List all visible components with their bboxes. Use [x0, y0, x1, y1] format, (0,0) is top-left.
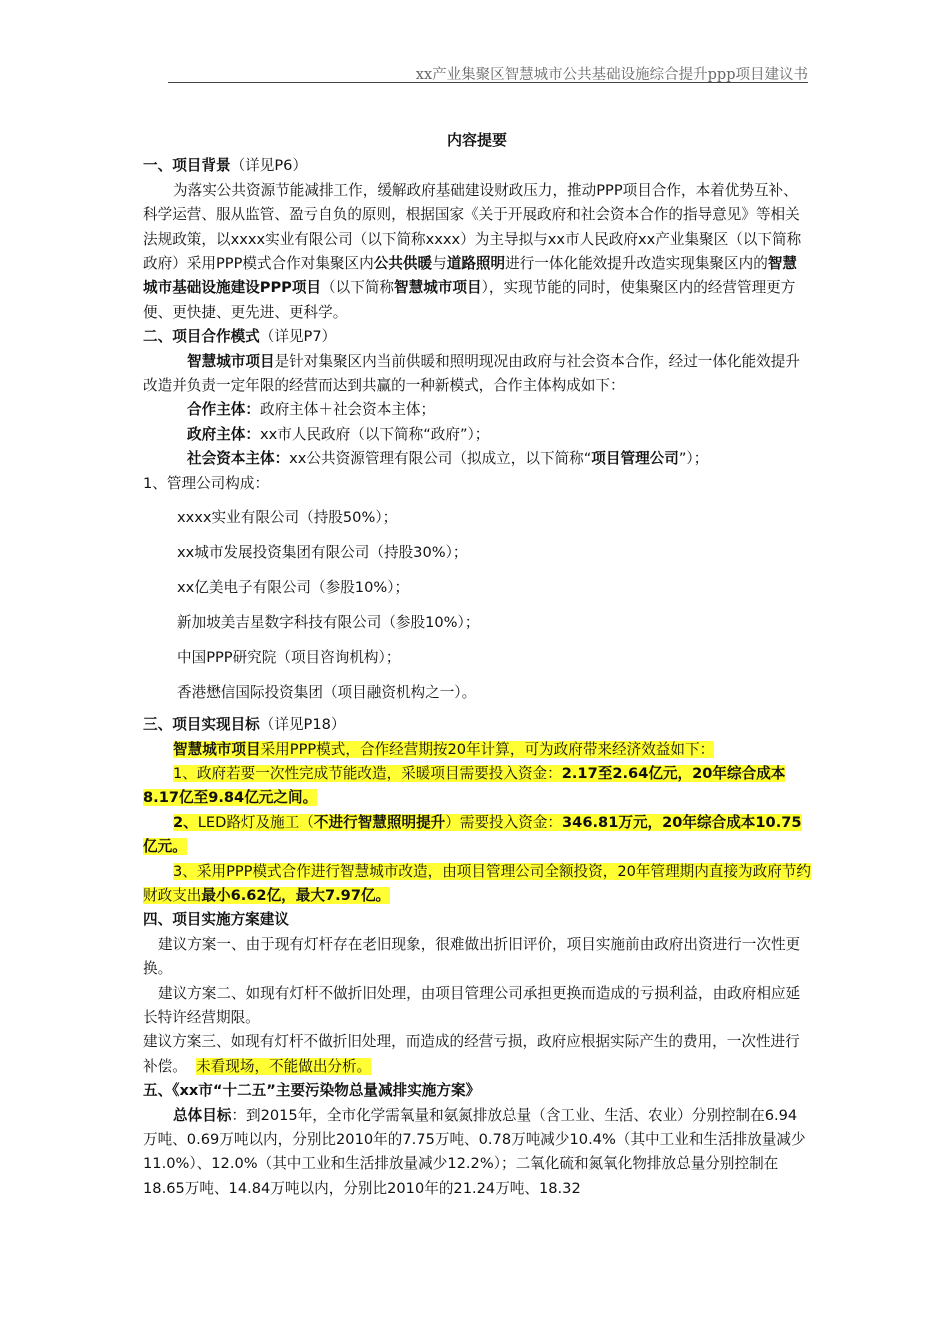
option-3: 建议方案三、如现有灯杆不做折旧处理，而造成的经营亏损，政府应根据实际产生的费用，一次性进行补偿。 未看现场，不能做出分析。: [143, 1033, 800, 1075]
section-3-intro: 智慧城市项目采用PPP模式，合作经营期按20年计算，可为政府带来经济效益如下：: [173, 740, 715, 758]
target-item-3: 3、采用PPP模式合作进行智慧城市改造，由项目管理公司全额投资，20年管理期内直接为政府节约财政支出最小6.62亿，最大7.97亿。: [143, 862, 812, 904]
section-1-heading: [143, 154, 811, 178]
section-1-ref: （详见P6）: [230, 157, 308, 175]
running-header: xx产业集聚区智慧城市公共基础设施综合提升ppp项目建议书: [415, 67, 808, 83]
section-2-paragraph: 智慧城市项目是针对集聚区内当前供暖和照明现况由政府与社会资本合作，经过一体化能效提升改造并负责一定年限的经营而达到共赢的一种新模式，合作主体构成如下：: [143, 352, 800, 395]
list-item: 香港懋信国际投资集团（项目融资机构之一）。: [177, 684, 477, 702]
section-2-title: 二、项目合作模式: [143, 328, 260, 346]
list-item: 新加坡美吉星数字科技有限公司（参股10%）；: [177, 614, 480, 632]
list-item: xx亿美电子有限公司（参股10%）；: [177, 579, 410, 597]
section-2-ref: （详见P7）: [259, 328, 337, 346]
social-capital-line: 社会资本主体：xx公共资源管理有限公司（拟成立，以下简称“项目管理公司”）；: [187, 450, 709, 468]
company-structure-heading: 1、管理公司构成：: [143, 474, 270, 492]
section-1-paragraph: 为落实公共资源节能减排工作，缓解政府基础建设财政压力，推动PPP项目合作，本着优势互补、科学运营、服从监管、盈亏自负的原则，根据国家《关于开展政府和社会资本合作的指导意见》等相关法规政策，以xxxx实业有限公司（以下简称xxxx）为主导拟与xx市人民政府xx产业集聚区（以下简称政府）采用PPP模式合作对集聚区内公共供暖与道路照明进行一体化能效提升改造实现集聚区内的智慧城市基础设施建设PPP项目（以下简称智慧城市项目），实现节能的同时，使集聚区内的经营管理更方便、更快捷、更先进、更科学。: [143, 181, 802, 321]
company-list: [177, 506, 811, 705]
section-4-heading: [143, 908, 811, 932]
list-item: xx城市发展投资集团有限公司（持股30%）；: [177, 544, 468, 562]
section-5-title: 五、《xx市“十二五”主要污染物总量减排实施方案》: [143, 1082, 481, 1100]
document-title: 内容提要: [446, 131, 507, 149]
section-1-title: 一、项目背景: [143, 157, 231, 175]
target-item-2: 2、LED路灯及施工（不进行智慧照明提升）需要投入资金：346.81万元，20年综合成本10.75亿元。: [143, 813, 802, 856]
section-3-ref: （详见P18）: [259, 716, 346, 734]
section-3-title: 三、项目实现目标: [143, 716, 260, 734]
section-3-heading: [143, 713, 811, 737]
option-2: 建议方案二、如现有灯杆不做折旧处理，由项目管理公司承担更换而造成的亏损利益，由政府相应延长特许经营期限。: [143, 984, 801, 1026]
list-item: 中国PPP研究院（项目咨询机构）；: [177, 649, 401, 667]
section-2-heading: [143, 325, 811, 349]
section-5-heading: [143, 1079, 811, 1103]
government-line: 政府主体：xx市人民政府（以下简称“政府”）；: [187, 425, 490, 443]
partner-line: 合作主体：政府主体＋社会资本主体；: [187, 401, 436, 419]
section-5-paragraph: 总体目标：到2015年，全市化学需氧量和氨氮排放总量（含工业、生活、农业）分别控制在6.94万吨、0.69万吨以内，分别比2010年的7.75万吨、0.78万吨减少10.4%（其中工业和生活排放量减少11.0%）、12.0%（其中工业和生活排放量减少12.2%）；二氧化硫和氮氧化物排放总量分别控制在18.65万吨、14.84万吨以内，分别比2010年的21.24万吨、18.32: [143, 1106, 806, 1197]
option-3-note: 未看现场，不能做出分析。: [196, 1057, 372, 1075]
list-item: xxxx实业有限公司（持股50%）；: [177, 509, 398, 527]
header-rule: [168, 82, 808, 83]
document-body: [143, 128, 811, 1201]
section-4-title: 四、项目实施方案建议: [143, 911, 289, 929]
option-1: 建议方案一、由于现有灯杆存在老旧现象，很难做出折旧评价，项目实施前由政府出资进行一次性更换。: [143, 935, 801, 978]
target-item-1: 1、政府若要一次性完成节能改造，采暖项目需要投入资金：2.17至2.64亿元，20年综合成本8.17亿至9.84亿元之间。: [143, 764, 786, 807]
